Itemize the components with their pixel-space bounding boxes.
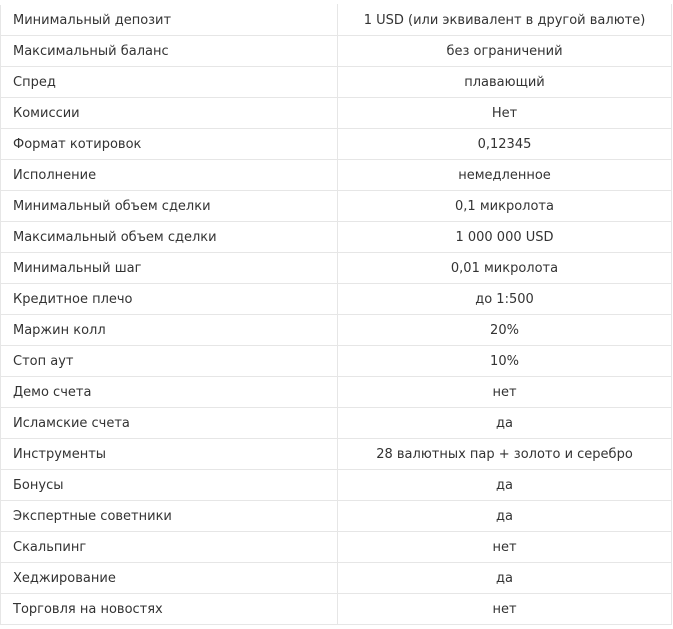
row-label: Исламские счета — [1, 408, 338, 439]
table-row — [1, 501, 672, 532]
row-label: Минимальный депозит — [1, 5, 338, 36]
row-value: 10% — [338, 346, 672, 377]
row-label: Минимальный шаг — [1, 253, 338, 284]
table-row — [1, 129, 672, 160]
table-row — [1, 67, 672, 98]
row-label: Скальпинг — [1, 532, 338, 563]
table-row — [1, 377, 672, 408]
table-row — [1, 563, 672, 594]
table-row — [1, 346, 672, 377]
table-row — [1, 532, 672, 563]
row-value: нет — [338, 594, 672, 625]
row-label: Маржин колл — [1, 315, 338, 346]
row-value: 0,01 микролота — [338, 253, 672, 284]
row-label: Формат котировок — [1, 129, 338, 160]
row-value: плавающий — [338, 67, 672, 98]
account-conditions-table — [0, 4, 672, 625]
table-body — [1, 5, 672, 625]
table-row — [1, 594, 672, 625]
row-value: 1 000 000 USD — [338, 222, 672, 253]
row-value: 0,12345 — [338, 129, 672, 160]
table-row — [1, 253, 672, 284]
row-value: 1 USD (или эквивалент в другой валюте) — [338, 5, 672, 36]
row-value: 20% — [338, 315, 672, 346]
row-value: немедленное — [338, 160, 672, 191]
row-value: до 1:500 — [338, 284, 672, 315]
row-label: Хеджирование — [1, 563, 338, 594]
table-row — [1, 191, 672, 222]
row-label: Максимальный объем сделки — [1, 222, 338, 253]
table-row — [1, 160, 672, 191]
row-value: нет — [338, 377, 672, 408]
table-row — [1, 470, 672, 501]
row-label: Кредитное плечо — [1, 284, 338, 315]
row-value: нет — [338, 532, 672, 563]
row-label: Инструменты — [1, 439, 338, 470]
row-value: 28 валютных пар + золото и серебро — [338, 439, 672, 470]
row-label: Бонусы — [1, 470, 338, 501]
row-label: Стоп аут — [1, 346, 338, 377]
row-label: Комиссии — [1, 98, 338, 129]
table-row — [1, 439, 672, 470]
table-row — [1, 222, 672, 253]
row-label: Экспертные советники — [1, 501, 338, 532]
row-value: да — [338, 408, 672, 439]
row-label: Минимальный объем сделки — [1, 191, 338, 222]
row-label: Максимальный баланс — [1, 36, 338, 67]
table-row — [1, 36, 672, 67]
row-value: 0,1 микролота — [338, 191, 672, 222]
row-label: Спред — [1, 67, 338, 98]
row-label: Торговля на новостях — [1, 594, 338, 625]
table-row — [1, 98, 672, 129]
row-value: да — [338, 563, 672, 594]
row-label: Демо счета — [1, 377, 338, 408]
row-value: да — [338, 470, 672, 501]
table-row — [1, 408, 672, 439]
row-label: Исполнение — [1, 160, 338, 191]
row-value: да — [338, 501, 672, 532]
table-row — [1, 315, 672, 346]
row-value: без ограничений — [338, 36, 672, 67]
table-row — [1, 5, 672, 36]
row-value: Нет — [338, 98, 672, 129]
table-row — [1, 284, 672, 315]
